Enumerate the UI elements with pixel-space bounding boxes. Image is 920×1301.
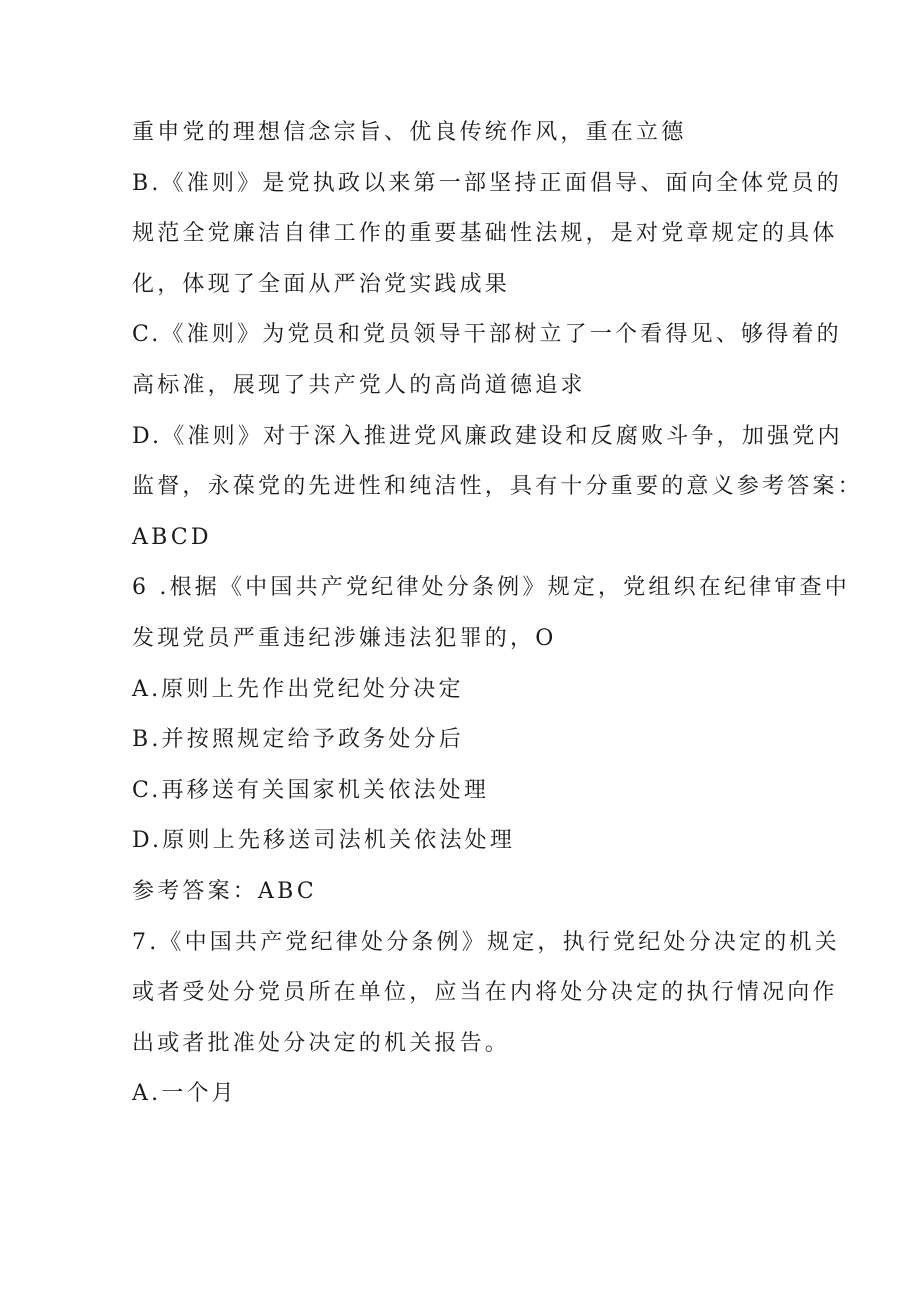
question-6-option-c: C.再移送有关国家机关依法处理 <box>132 777 490 803</box>
option-b-line-2: 规范全党廉洁自律工作的重要基础性法规，是对党章规定的具体 <box>132 221 838 247</box>
question-6-option-b: B.并按照规定给予政务处分后 <box>132 727 464 753</box>
answer-line: ABCD <box>132 524 212 550</box>
document-page <box>132 108 863 1120</box>
option-d-line-2: 监督，永葆党的先进性和纯洁性，具有十分重要的意义参考答案： <box>132 474 863 500</box>
question-6-answer: 参考答案：ABC <box>132 878 317 904</box>
option-d-line-1: D.《准则》对于深入推进党风廉政建设和反腐败斗争，加强党内 <box>132 423 843 449</box>
option-c-line-2: 高标准，展现了共产党人的高尚道德追求 <box>132 372 586 398</box>
option-c-line-1: C.《准则》为党员和党员领导干部树立了一个看得见、够得着的 <box>132 322 842 348</box>
option-b-line-1: B.《准则》是党执政以来第一部坚持正面倡导、面向全体党员的 <box>132 170 842 196</box>
option-b-line-3: 化，体现了全面从严治党实践成果 <box>132 271 511 297</box>
question-6-option-a: A.原则上先作出党纪处分决定 <box>132 676 464 702</box>
question-7-line-2: 或者受处分党员所在单位，应当在内将处分决定的执行情况向作 <box>132 980 838 1006</box>
question-6-line-1: 6 .根据《中国共产党纪律处分条例》规定，党组织在纪律审查中 <box>132 575 850 601</box>
question-7-line-1: 7.《中国共产党纪律处分条例》规定，执行党纪处分决定的机关 <box>132 929 840 955</box>
question-6-line-2: 发现党员严重违纪涉嫌违法犯罪的，O <box>132 625 557 651</box>
question-6-option-d: D.原则上先移送司法机关依法处理 <box>132 828 516 854</box>
text-line: 重申党的理想信念宗旨、优良传统作风，重在立德 <box>132 120 687 145</box>
question-7-line-3: 出或者批准处分决定的机关报告。 <box>132 1030 511 1056</box>
question-7-option-a: A.一个月 <box>132 1081 237 1107</box>
